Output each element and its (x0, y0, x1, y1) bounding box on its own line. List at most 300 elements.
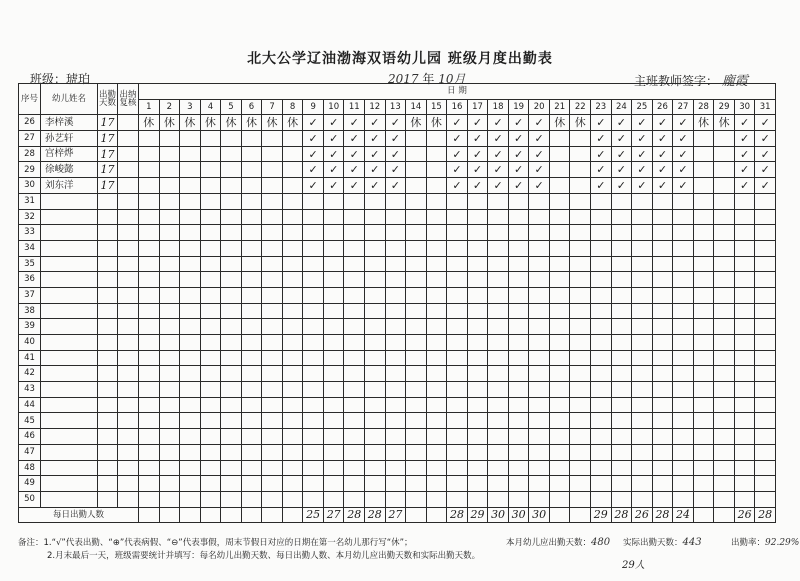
blank-cell (159, 491, 180, 507)
blank-cell (426, 303, 447, 319)
blank-cell (323, 287, 344, 303)
blank-cell (508, 225, 529, 241)
blank-cell (447, 193, 468, 209)
blank-cell (98, 319, 118, 335)
blank-cell (180, 476, 201, 492)
blank-cell (549, 460, 570, 476)
blank-cell (529, 225, 550, 241)
day-header: 23 (591, 99, 612, 115)
blank-cell (755, 319, 776, 335)
empty-row (19, 382, 776, 398)
blank-cell (652, 460, 673, 476)
blank-cell (406, 287, 427, 303)
blank-cell (303, 272, 324, 288)
day-header: 21 (549, 99, 570, 115)
blank-cell (118, 397, 139, 413)
blank-cell (529, 476, 550, 492)
attendance-mark: ✓ (344, 146, 365, 162)
blank-cell (632, 256, 653, 272)
blank-cell (570, 240, 591, 256)
review-cell (118, 162, 139, 178)
blank-cell (693, 460, 714, 476)
attendance-mark: ✓ (365, 115, 386, 131)
blank-cell (447, 429, 468, 445)
blank-cell (262, 382, 283, 398)
blank-cell (488, 287, 509, 303)
blank-cell (755, 193, 776, 209)
attendance-mark: ✓ (591, 115, 612, 131)
blank-cell (385, 209, 406, 225)
attendance-mark: ✓ (467, 162, 488, 178)
attendance-mark: ✓ (632, 131, 653, 147)
attendance-mark: ✓ (611, 178, 632, 194)
blank-cell (549, 444, 570, 460)
day-header: 6 (241, 99, 262, 115)
blank-cell (447, 272, 468, 288)
blank-cell (652, 444, 673, 460)
blank-cell (467, 429, 488, 445)
blank-cell (180, 225, 201, 241)
blank-cell (755, 491, 776, 507)
attendance-mark: ✓ (632, 162, 653, 178)
empty-row (19, 476, 776, 492)
blank-cell (118, 335, 139, 351)
blank-cell (693, 256, 714, 272)
header-row-1 (19, 84, 776, 100)
blank-cell (426, 397, 447, 413)
blank-cell (241, 256, 262, 272)
blank-cell (41, 272, 98, 288)
daily-total-cell: 28 (755, 507, 776, 523)
blank-cell (241, 350, 262, 366)
blank-cell (344, 272, 365, 288)
day-header: 7 (262, 99, 283, 115)
attendance-mark: 休 (262, 115, 283, 131)
blank-cell (41, 193, 98, 209)
blank-cell (529, 397, 550, 413)
blank-cell (447, 287, 468, 303)
blank-cell (241, 272, 262, 288)
blank-cell (241, 429, 262, 445)
blank-cell (693, 209, 714, 225)
blank-cell (344, 319, 365, 335)
blank-cell (734, 350, 755, 366)
attendance-mark: ✓ (529, 131, 550, 147)
blank-cell (693, 382, 714, 398)
blank-cell (591, 256, 612, 272)
blank-cell (611, 287, 632, 303)
blank-cell (406, 491, 427, 507)
blank-cell (262, 413, 283, 429)
blank-cell (200, 272, 221, 288)
blank-cell (467, 225, 488, 241)
blank-cell (549, 476, 570, 492)
attendance-mark: ✓ (385, 146, 406, 162)
daily-total-cell: 28 (652, 507, 673, 523)
blank-cell (159, 382, 180, 398)
attendance-mark (693, 178, 714, 194)
blank-cell (529, 272, 550, 288)
blank-cell (365, 335, 386, 351)
blank-cell (221, 287, 242, 303)
blank-cell (426, 256, 447, 272)
blank-cell (221, 272, 242, 288)
blank-cell (139, 476, 160, 492)
blank-cell (180, 272, 201, 288)
blank-cell (200, 397, 221, 413)
blank-cell (632, 460, 653, 476)
blank-cell (591, 319, 612, 335)
header-attend-days: 出勤天数 (98, 84, 118, 115)
attendance-mark: ✓ (673, 131, 694, 147)
blank-cell (344, 287, 365, 303)
blank-cell (467, 256, 488, 272)
blank-cell (488, 303, 509, 319)
blank-cell (323, 240, 344, 256)
blank-cell (714, 350, 735, 366)
attendance-mark: ✓ (632, 146, 653, 162)
attendance-mark: ✓ (508, 178, 529, 194)
blank-cell (344, 303, 365, 319)
blank-cell (652, 193, 673, 209)
blank-cell (98, 444, 118, 460)
header-seq: 序号 (19, 84, 41, 115)
blank-cell (221, 397, 242, 413)
seq-cell: 42 (19, 366, 41, 382)
blank-cell (611, 303, 632, 319)
day-header: 15 (426, 99, 447, 115)
blank-cell (570, 350, 591, 366)
attendance-mark: ✓ (734, 115, 755, 131)
blank-cell (180, 444, 201, 460)
blank-cell (385, 256, 406, 272)
empty-row (19, 335, 776, 351)
blank-cell (508, 287, 529, 303)
attend-days-cell: 17 (98, 162, 118, 178)
blank-cell (426, 350, 447, 366)
blank-cell (323, 272, 344, 288)
blank-cell (755, 413, 776, 429)
attendance-mark: ✓ (529, 162, 550, 178)
blank-cell (632, 382, 653, 398)
blank-cell (159, 397, 180, 413)
blank-cell (611, 193, 632, 209)
name-cell: 宫梓烨 (41, 146, 98, 162)
seq-cell: 49 (19, 476, 41, 492)
blank-cell (406, 193, 427, 209)
day-header: 11 (344, 99, 365, 115)
blank-cell (303, 397, 324, 413)
blank-cell (282, 444, 303, 460)
student-row (19, 146, 776, 162)
blank-cell (221, 413, 242, 429)
daily-total-cell (159, 507, 180, 523)
empty-row (19, 444, 776, 460)
blank-cell (673, 287, 694, 303)
blank-cell (241, 225, 262, 241)
blank-cell (180, 287, 201, 303)
attendance-mark (200, 178, 221, 194)
blank-cell (118, 193, 139, 209)
attendance-mark: ✓ (467, 115, 488, 131)
blank-cell (385, 193, 406, 209)
attendance-mark: ✓ (467, 178, 488, 194)
attendance-mark (200, 162, 221, 178)
blank-cell (426, 287, 447, 303)
blank-cell (673, 491, 694, 507)
blank-cell (365, 444, 386, 460)
blank-cell (303, 209, 324, 225)
attendance-mark: ✓ (323, 162, 344, 178)
blank-cell (139, 444, 160, 460)
blank-cell (529, 366, 550, 382)
blank-cell (159, 209, 180, 225)
blank-cell (180, 382, 201, 398)
blank-cell (693, 240, 714, 256)
attendance-mark: ✓ (673, 178, 694, 194)
attendance-mark: ✓ (385, 162, 406, 178)
attendance-mark: ✓ (652, 131, 673, 147)
blank-cell (323, 209, 344, 225)
blank-cell (673, 272, 694, 288)
blank-cell (570, 460, 591, 476)
blank-cell (467, 335, 488, 351)
attendance-mark: ✓ (488, 146, 509, 162)
blank-cell (118, 272, 139, 288)
blank-cell (385, 272, 406, 288)
blank-cell (426, 491, 447, 507)
blank-cell (673, 413, 694, 429)
blank-cell (426, 476, 447, 492)
attendance-rate-value: 92.29% (765, 538, 800, 548)
name-cell: 刘东洋 (41, 178, 98, 194)
blank-cell (714, 444, 735, 460)
empty-row (19, 287, 776, 303)
blank-cell (98, 460, 118, 476)
blank-cell (241, 240, 262, 256)
blank-cell (529, 287, 550, 303)
blank-cell (262, 366, 283, 382)
blank-cell (693, 335, 714, 351)
blank-cell (632, 225, 653, 241)
blank-cell (673, 382, 694, 398)
blank-cell (693, 193, 714, 209)
blank-cell (673, 256, 694, 272)
blank-cell (755, 476, 776, 492)
blank-cell (323, 413, 344, 429)
blank-cell (180, 240, 201, 256)
blank-cell (570, 382, 591, 398)
daily-total-cell: 28 (344, 507, 365, 523)
blank-cell (41, 240, 98, 256)
blank-cell (303, 350, 324, 366)
attendance-mark: ✓ (591, 162, 612, 178)
attendance-mark (282, 131, 303, 147)
day-header: 2 (159, 99, 180, 115)
blank-cell (693, 491, 714, 507)
blank-cell (652, 319, 673, 335)
seq-cell: 38 (19, 303, 41, 319)
blank-cell (282, 303, 303, 319)
blank-cell (406, 460, 427, 476)
attendance-mark (406, 146, 427, 162)
blank-cell (365, 491, 386, 507)
blank-cell (406, 303, 427, 319)
blank-cell (611, 460, 632, 476)
blank-cell (180, 209, 201, 225)
blank-cell (221, 256, 242, 272)
blank-cell (632, 397, 653, 413)
blank-cell (529, 303, 550, 319)
blank-cell (98, 303, 118, 319)
blank-cell (549, 256, 570, 272)
blank-cell (385, 397, 406, 413)
attendance-mark: ✓ (447, 178, 468, 194)
blank-cell (241, 287, 262, 303)
attendance-mark: ✓ (611, 162, 632, 178)
attendance-mark: ✓ (344, 115, 365, 131)
blank-cell (365, 413, 386, 429)
seq-cell: 36 (19, 272, 41, 288)
blank-cell (323, 303, 344, 319)
attendance-mark (714, 162, 735, 178)
blank-cell (652, 476, 673, 492)
blank-cell (139, 287, 160, 303)
blank-cell (98, 350, 118, 366)
blank-cell (632, 272, 653, 288)
blank-cell (344, 225, 365, 241)
blank-cell (508, 240, 529, 256)
blank-cell (734, 397, 755, 413)
blank-cell (365, 350, 386, 366)
blank-cell (426, 444, 447, 460)
blank-cell (303, 256, 324, 272)
blank-cell (734, 413, 755, 429)
attendance-mark (139, 178, 160, 194)
daily-total-cell: 28 (611, 507, 632, 523)
blank-cell (200, 209, 221, 225)
seq-cell: 50 (19, 491, 41, 507)
attendance-mark: ✓ (323, 131, 344, 147)
blank-cell (365, 287, 386, 303)
blank-cell (488, 193, 509, 209)
attendance-mark: ✓ (734, 162, 755, 178)
blank-cell (303, 287, 324, 303)
attendance-mark (180, 162, 201, 178)
blank-cell (180, 335, 201, 351)
blank-cell (406, 382, 427, 398)
blank-cell (611, 429, 632, 445)
attendance-mark: ✓ (488, 131, 509, 147)
blank-cell (118, 382, 139, 398)
blank-cell (200, 319, 221, 335)
blank-cell (755, 303, 776, 319)
attendance-rate-label: 出勤率： (731, 538, 766, 548)
blank-cell (426, 240, 447, 256)
blank-cell (734, 272, 755, 288)
blank-cell (262, 491, 283, 507)
empty-row (19, 319, 776, 335)
blank-cell (734, 476, 755, 492)
day-header: 31 (755, 99, 776, 115)
attendance-mark: 休 (159, 115, 180, 131)
attendance-mark: ✓ (303, 178, 324, 194)
blank-cell (570, 429, 591, 445)
blank-cell (139, 272, 160, 288)
blank-cell (180, 491, 201, 507)
attendance-mark (426, 162, 447, 178)
blank-cell (303, 240, 324, 256)
blank-cell (200, 303, 221, 319)
blank-cell (549, 413, 570, 429)
blank-cell (508, 429, 529, 445)
blank-cell (467, 444, 488, 460)
daily-total-row (19, 507, 776, 523)
seq-cell: 34 (19, 240, 41, 256)
day-header: 30 (734, 99, 755, 115)
blank-cell (98, 209, 118, 225)
blank-cell (365, 225, 386, 241)
daily-total-cell (570, 507, 591, 523)
blank-cell (488, 366, 509, 382)
blank-cell (529, 193, 550, 209)
blank-cell (426, 193, 447, 209)
blank-cell (139, 225, 160, 241)
blank-cell (591, 240, 612, 256)
blank-cell (549, 350, 570, 366)
blank-cell (159, 272, 180, 288)
blank-cell (303, 460, 324, 476)
blank-cell (591, 444, 612, 460)
blank-cell (303, 225, 324, 241)
blank-cell (508, 397, 529, 413)
blank-cell (693, 476, 714, 492)
blank-cell (570, 193, 591, 209)
blank-cell (488, 460, 509, 476)
day-header: 28 (693, 99, 714, 115)
blank-cell (262, 193, 283, 209)
blank-cell (323, 444, 344, 460)
blank-cell (159, 303, 180, 319)
seq-cell: 35 (19, 256, 41, 272)
blank-cell (98, 476, 118, 492)
attendance-mark (282, 178, 303, 194)
blank-cell (159, 319, 180, 335)
blank-cell (652, 382, 673, 398)
blank-cell (591, 382, 612, 398)
blank-cell (652, 491, 673, 507)
blank-cell (693, 366, 714, 382)
blank-cell (467, 272, 488, 288)
blank-cell (755, 209, 776, 225)
blank-cell (365, 397, 386, 413)
blank-cell (406, 225, 427, 241)
blank-cell (611, 413, 632, 429)
seq-cell: 39 (19, 319, 41, 335)
blank-cell (529, 413, 550, 429)
blank-cell (365, 319, 386, 335)
daily-total-label: 每日出勤人数 (19, 507, 139, 523)
blank-cell (41, 335, 98, 351)
blank-cell (467, 476, 488, 492)
year-suffix: 年 (422, 72, 435, 86)
blank-cell (139, 413, 160, 429)
blank-cell (693, 225, 714, 241)
blank-cell (570, 335, 591, 351)
blank-cell (221, 350, 242, 366)
blank-cell (282, 319, 303, 335)
blank-cell (180, 319, 201, 335)
